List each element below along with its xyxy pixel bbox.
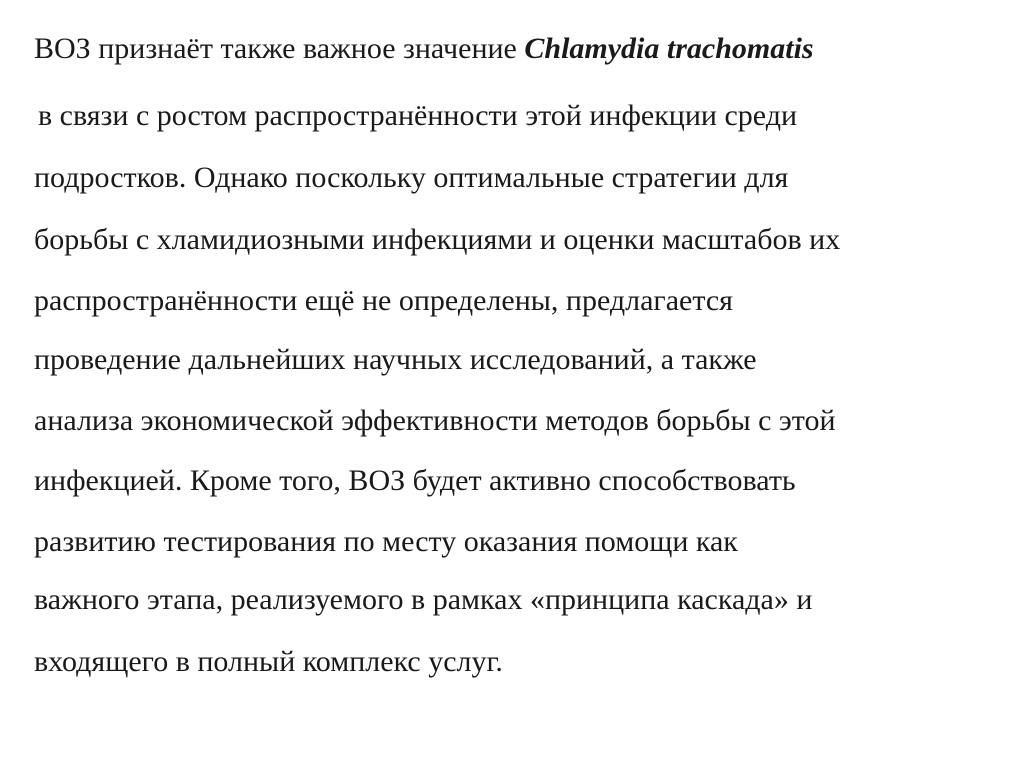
species-name: Chlamydia trachomatis (524, 32, 814, 65)
text-line-6: проведение дальнейших научных исследований, а также (34, 343, 757, 376)
text-line-2: в связи с ростом распространённости этой инфекции среди (38, 99, 798, 132)
text-line-1 (34, 31, 814, 67)
text-line-9: развитию тестирования по месту оказания помощи как (34, 525, 738, 558)
text-line-11: входящего в полный комплекс услуг. (34, 645, 503, 678)
line-1-prefix: ВОЗ признаёт также важное значение (34, 32, 525, 65)
text-line-5: распространённости ещё не определены, предлагается (34, 284, 733, 317)
text-line-3: подростков. Однако поскольку оптимальные стратегии для (34, 161, 789, 194)
text-line-7: анализа экономической эффективности методов борьбы с этой (34, 404, 836, 437)
text-line-8: инфекцией. Кроме того, ВОЗ будет активно способствовать (34, 464, 796, 497)
text-line-4: борьбы с хламидиозными инфекциями и оценки масштабов их (34, 223, 841, 256)
text-line-10: важного этапа, реализуемого в рамках «принципа каскада» и (34, 583, 813, 616)
